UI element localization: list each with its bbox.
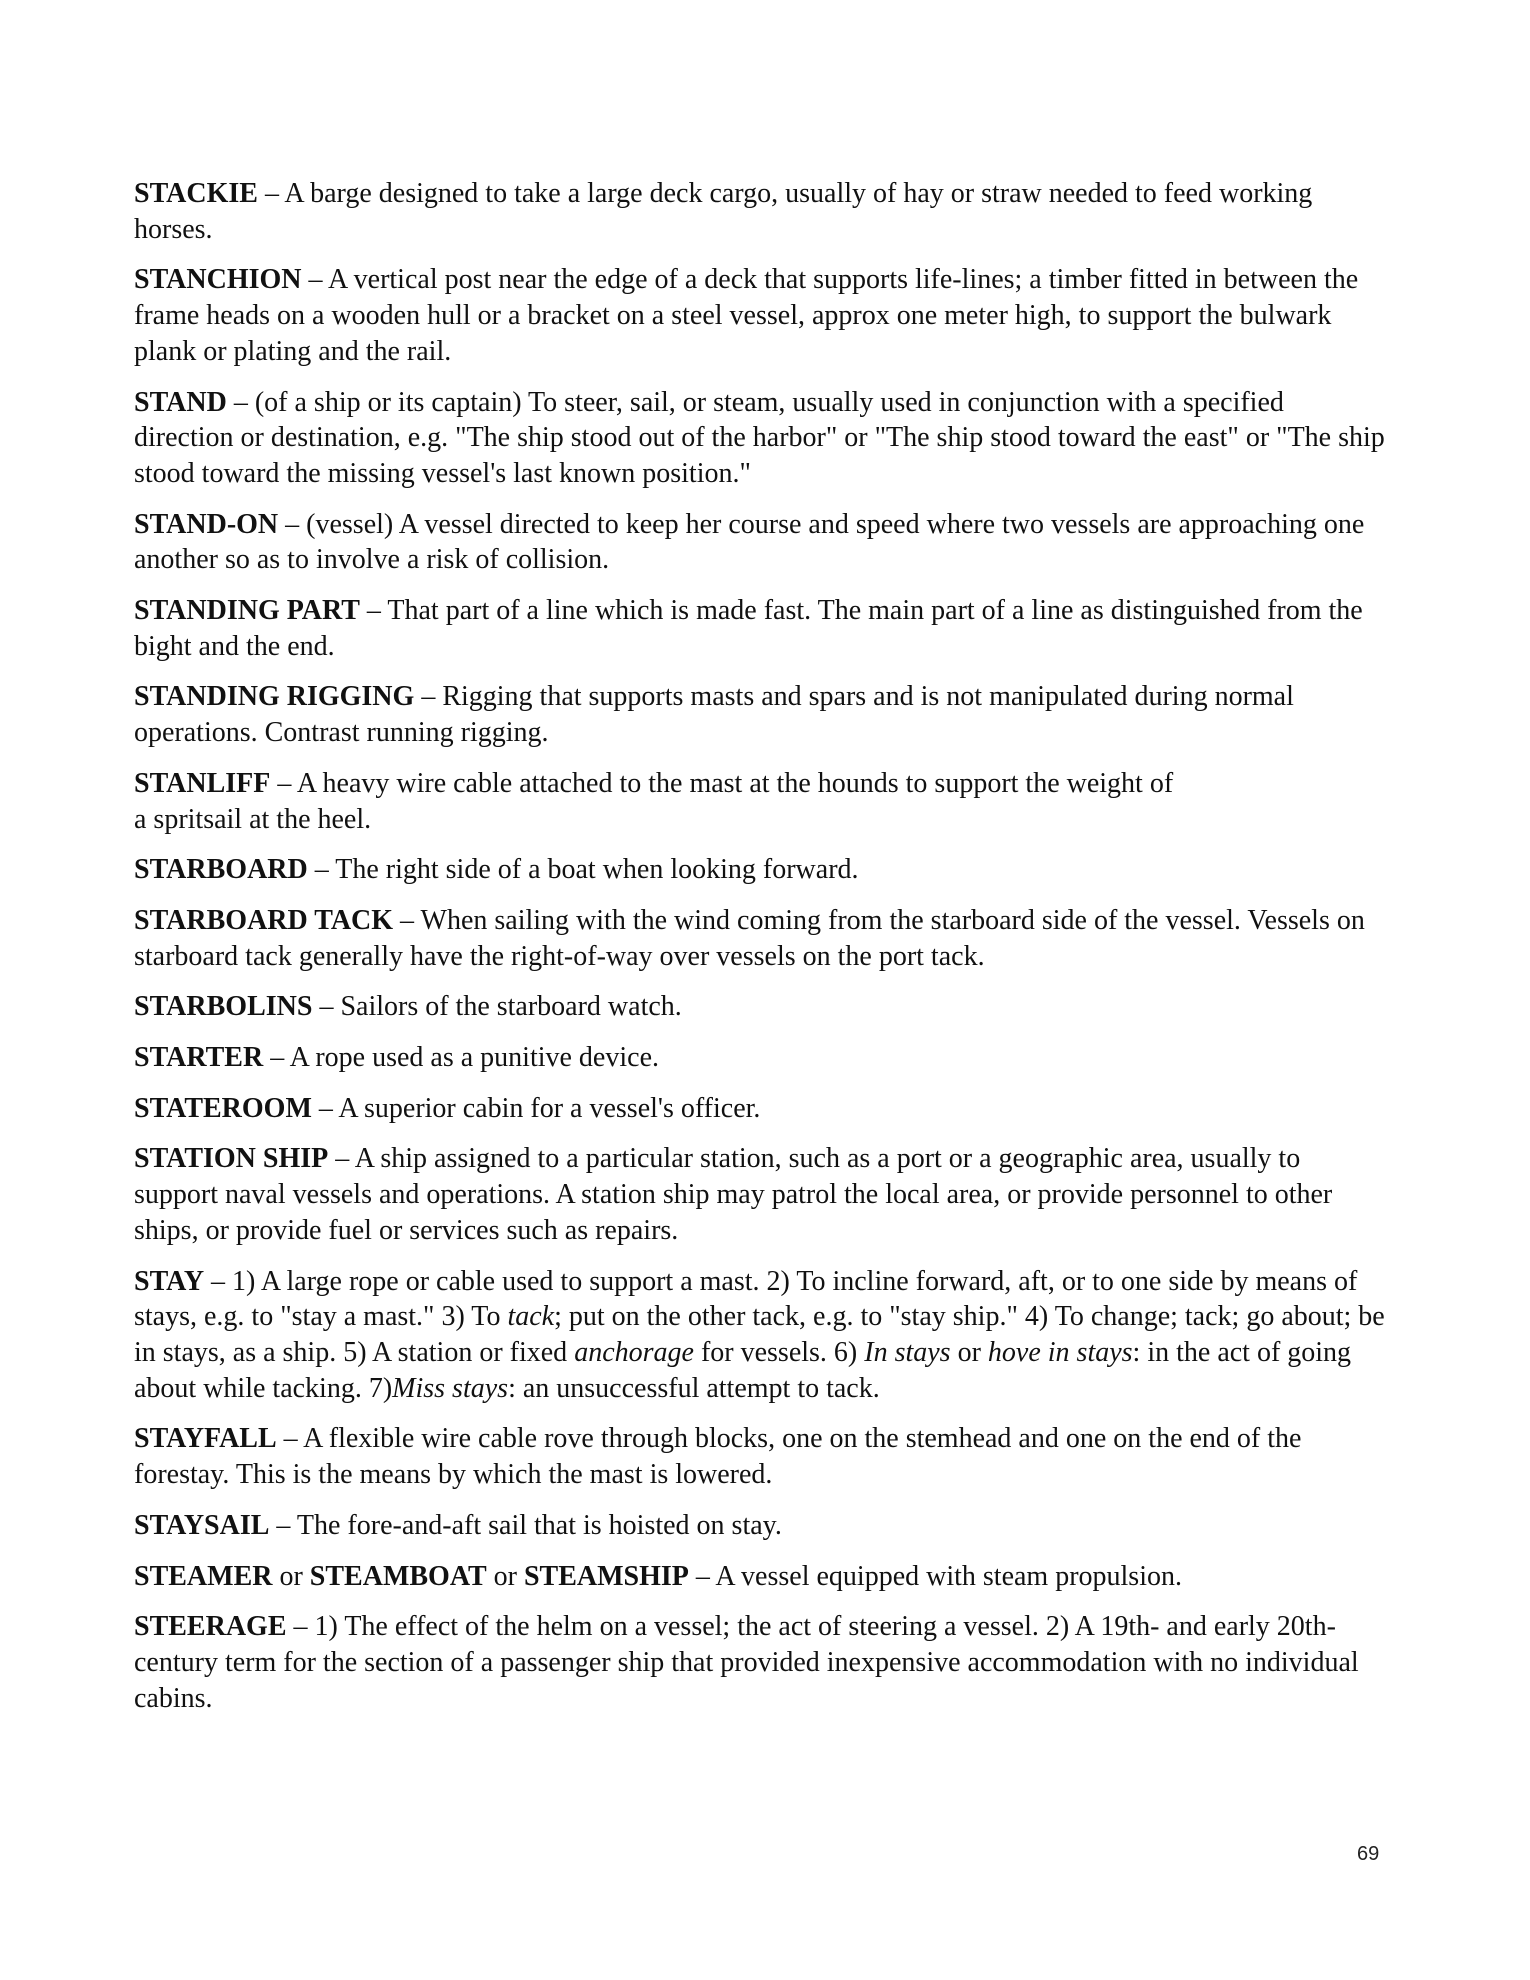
entry-term: STANLIFF: [134, 767, 271, 799]
entry-term: STAND-ON: [134, 508, 279, 540]
entry-term: STAY: [134, 1265, 205, 1297]
glossary-entry: [134, 262, 1386, 369]
entry-term: STEAMBOAT: [309, 1560, 487, 1592]
entry-definition: – Sailors of the starboard watch.: [312, 991, 682, 1023]
entry-definition: ; put on the other tack, e.g. to "stay ship." 4) To change; tack; go about; be in stays, as a ship. 5) A station or fixed: [134, 1301, 1385, 1368]
entry-definition: – A superior cabin for a vessel's officer.: [311, 1092, 761, 1124]
glossary-entry: [134, 766, 1386, 837]
entry-definition: – The right side of a boat when looking forward.: [307, 854, 859, 886]
italic-term: In stays: [864, 1336, 951, 1368]
entry-term: STEAMSHIP: [523, 1560, 689, 1592]
entry-definition: or: [486, 1560, 524, 1592]
glossary-entry: [134, 1264, 1386, 1407]
italic-term: hove in stays: [987, 1336, 1133, 1368]
glossary-entry: [134, 1421, 1386, 1492]
entry-definition: or: [272, 1560, 310, 1592]
italic-term: Miss stays: [392, 1372, 509, 1404]
entry-term: STATEROOM: [134, 1092, 312, 1124]
glossary-entry: [134, 679, 1386, 750]
italic-term: anchorage: [574, 1336, 694, 1368]
entry-term: STATION SHIP: [134, 1143, 329, 1175]
glossary-entry: [134, 1141, 1386, 1248]
entry-term: STARBOLINS: [134, 991, 313, 1023]
entry-definition: – A vessel equipped with steam propulsion.: [688, 1560, 1182, 1592]
entry-term: STEERAGE: [134, 1611, 287, 1643]
entry-definition: – A ship assigned to a particular station, such as a port or a geographic area, usually to support naval vessels and operations. A station ship may patrol the local area, or provide personnel to other ships, or provide fuel or services such as repairs.: [134, 1143, 1333, 1246]
entry-definition: : an unsuccessful attempt to tack.: [508, 1372, 880, 1404]
entry-definition: – Rigging that supports masts and spars and is not manipulated during normal operations. Contrast running rigging.: [134, 681, 1294, 749]
entry-term: STACKIE: [134, 178, 258, 209]
entry-definition: – That part of a line which is made fast. The main part of a line as distinguished from the bight and the end.: [134, 595, 1363, 662]
entry-term: STANDING RIGGING: [134, 681, 415, 713]
entry-definition: – When sailing with the wind coming from the starboard side of the vessel. Vessels on starboard tack generally have the right-of-way over vessels on the port tack.: [134, 904, 1365, 972]
glossary-entry: [134, 1508, 1386, 1544]
entry-definition: or: [950, 1336, 988, 1368]
entry-definition: : in the act of going about while tacking. 7): [134, 1336, 1352, 1404]
entry-term: STARBOARD: [134, 854, 308, 886]
entry-term: STAYFALL: [134, 1423, 277, 1455]
entry-definition: – (vessel) A vessel directed to keep her course and speed where two vessels are approaching one another so as to involve a risk of collision.: [134, 508, 1365, 576]
entry-term: STANCHION: [134, 264, 302, 296]
entry-term: STAYSAIL: [134, 1509, 270, 1541]
glossary-entry: [134, 593, 1386, 664]
entry-definition: a spritsail at the heel.: [134, 803, 372, 835]
entry-term: STANDING PART: [134, 595, 360, 627]
entry-definition: – A flexible wire cable rove through blocks, one on the stemhead and one on the end of the forestay. This is the means by which the mast is lowered.: [134, 1423, 1302, 1491]
glossary-entry: [134, 1609, 1386, 1716]
glossary-entry: [134, 176, 1386, 247]
glossary-entry: [134, 385, 1386, 492]
glossary-entries: [134, 176, 1386, 1731]
entry-definition: – (of a ship or its captain) To steer, sail, or steam, usually used in conjunction with a specified direction or destination, e.g. "The ship stood out of the harbor" or "The ship stood toward the east" or "The ship stood toward the missing vessel's last known position.": [134, 386, 1385, 489]
entry-definition: – A barge designed to take a large deck cargo, usually of hay or straw needed to feed working horses.: [134, 178, 1313, 245]
entry-definition: – A vertical post near the edge of a deck that supports life-lines; a timber fitted in between the frame heads on a wooden hull or a bracket on a steel vessel, approx one meter high, to support the bulwark plank or plating and the rail.: [134, 264, 1359, 367]
glossary-entry: [134, 1559, 1386, 1595]
glossary-entry: [134, 507, 1386, 578]
page-number: 69: [1357, 1843, 1380, 1865]
entry-definition: – 1) The effect of the helm on a vessel; the act of steering a vessel. 2) A 19th- and early 20th-century term for the section of a passenger ship that provided inexpensive accommodation with no individual cabins.: [134, 1611, 1359, 1714]
glossary-entry: [134, 852, 1386, 888]
entry-definition: – 1) A large rope or cable used to support a mast. 2) To incline forward, aft, or to one side by means of stays, e.g. to "stay a mast." 3) To: [134, 1265, 1358, 1333]
entry-term: STARBOARD TACK: [134, 904, 394, 936]
entry-term: STARTER: [134, 1042, 264, 1074]
entry-definition: – A heavy wire cable attached to the mast at the hounds to support the weight of: [270, 767, 1174, 799]
entry-term: STEAMER: [134, 1560, 273, 1592]
glossary-entry: [134, 989, 1386, 1025]
entry-definition: – The fore-and-aft sail that is hoisted on stay.: [269, 1509, 782, 1541]
glossary-entry: [134, 903, 1386, 974]
entry-definition: – A rope used as a punitive device.: [263, 1042, 659, 1074]
glossary-entry: [134, 1091, 1386, 1127]
italic-term: tack: [507, 1301, 555, 1333]
entry-definition: for vessels. 6): [693, 1336, 865, 1368]
entry-term: STAND: [134, 386, 227, 418]
glossary-entry: [134, 1040, 1386, 1076]
